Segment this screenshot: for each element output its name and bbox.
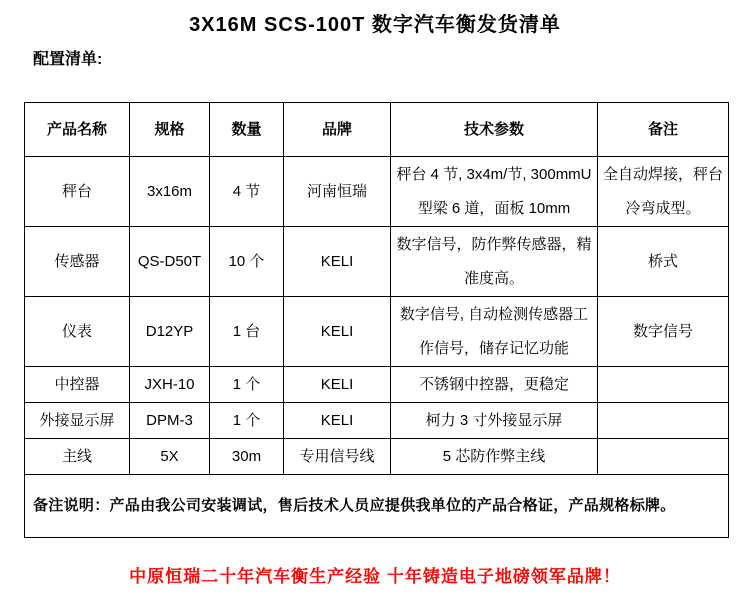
cell-remark: 数字信号: [598, 297, 729, 367]
page-title: 3X16M SCS-100T 数字汽车衡发货清单: [189, 14, 561, 36]
table-row-platform: [25, 157, 729, 227]
cell-brand: KELI: [284, 297, 391, 367]
table-row-junction-box: [25, 367, 729, 403]
cell-spec: 3x16m: [130, 157, 210, 227]
cell-remark: [598, 403, 729, 439]
cell-qty: 30m: [210, 439, 284, 475]
cell-spec: 5X: [130, 439, 210, 475]
cell-tech-params: 5 芯防作弊主线: [391, 439, 598, 475]
cell-product-name: 中控器: [25, 367, 130, 403]
header-qty: 数量: [210, 103, 284, 157]
table-header-row: [25, 103, 729, 157]
header-tech-params: 技术参数: [391, 103, 598, 157]
cell-qty: 1 台: [210, 297, 284, 367]
cell-remark: 桥式: [598, 227, 729, 297]
cell-tech-params: 数字信号, 自动检测传感器工作信号，储存记忆功能: [391, 297, 598, 367]
config-list-label: 配置清单:: [33, 51, 103, 68]
shipping-list-table: [24, 102, 729, 538]
cell-brand: 河南恒瑞: [284, 157, 391, 227]
table-row-sensor: [25, 227, 729, 297]
cell-remark: 全自动焊接，秤台冷弯成型。: [598, 157, 729, 227]
cell-qty: 1 个: [210, 403, 284, 439]
header-brand: 品牌: [284, 103, 391, 157]
cell-brand: KELI: [284, 227, 391, 297]
cell-spec: QS-D50T: [130, 227, 210, 297]
header-product-name: 产品名称: [25, 103, 130, 157]
note-text: 备注说明：产品由我公司安装调试，售后技术人员应提供我单位的产品合格证，产品规格标牌。: [25, 475, 729, 538]
cell-tech-params: 数字信号，防作弊传感器，精准度高。: [391, 227, 598, 297]
cell-brand: KELI: [284, 403, 391, 439]
cell-product-name: 仪表: [25, 297, 130, 367]
footer-slogan: 中原恒瑞二十年汽车衡生产经验 十年铸造电子地磅领军品牌！: [129, 567, 621, 586]
cell-product-name: 传感器: [25, 227, 130, 297]
table-row-indicator: [25, 297, 729, 367]
table-row-external-display: [25, 403, 729, 439]
cell-tech-params: 秤台 4 节, 3x4m/节, 300mmU 型梁 6 道，面板 10mm: [391, 157, 598, 227]
cell-product-name: 外接显示屏: [25, 403, 130, 439]
table-note-row: [25, 475, 729, 538]
cell-product-name: 主线: [25, 439, 130, 475]
cell-product-name: 秤台: [25, 157, 130, 227]
cell-tech-params: 不锈钢中控器，更稳定: [391, 367, 598, 403]
cell-brand: KELI: [284, 367, 391, 403]
cell-qty: 10 个: [210, 227, 284, 297]
cell-spec: JXH-10: [130, 367, 210, 403]
cell-remark: [598, 439, 729, 475]
table-row-main-cable: [25, 439, 729, 475]
cell-qty: 4 节: [210, 157, 284, 227]
cell-remark: [598, 367, 729, 403]
cell-qty: 1 个: [210, 367, 284, 403]
header-remark: 备注: [598, 103, 729, 157]
cell-tech-params: 柯力 3 寸外接显示屏: [391, 403, 598, 439]
cell-brand: 专用信号线: [284, 439, 391, 475]
cell-spec: DPM-3: [130, 403, 210, 439]
header-spec: 规格: [130, 103, 210, 157]
cell-spec: D12YP: [130, 297, 210, 367]
